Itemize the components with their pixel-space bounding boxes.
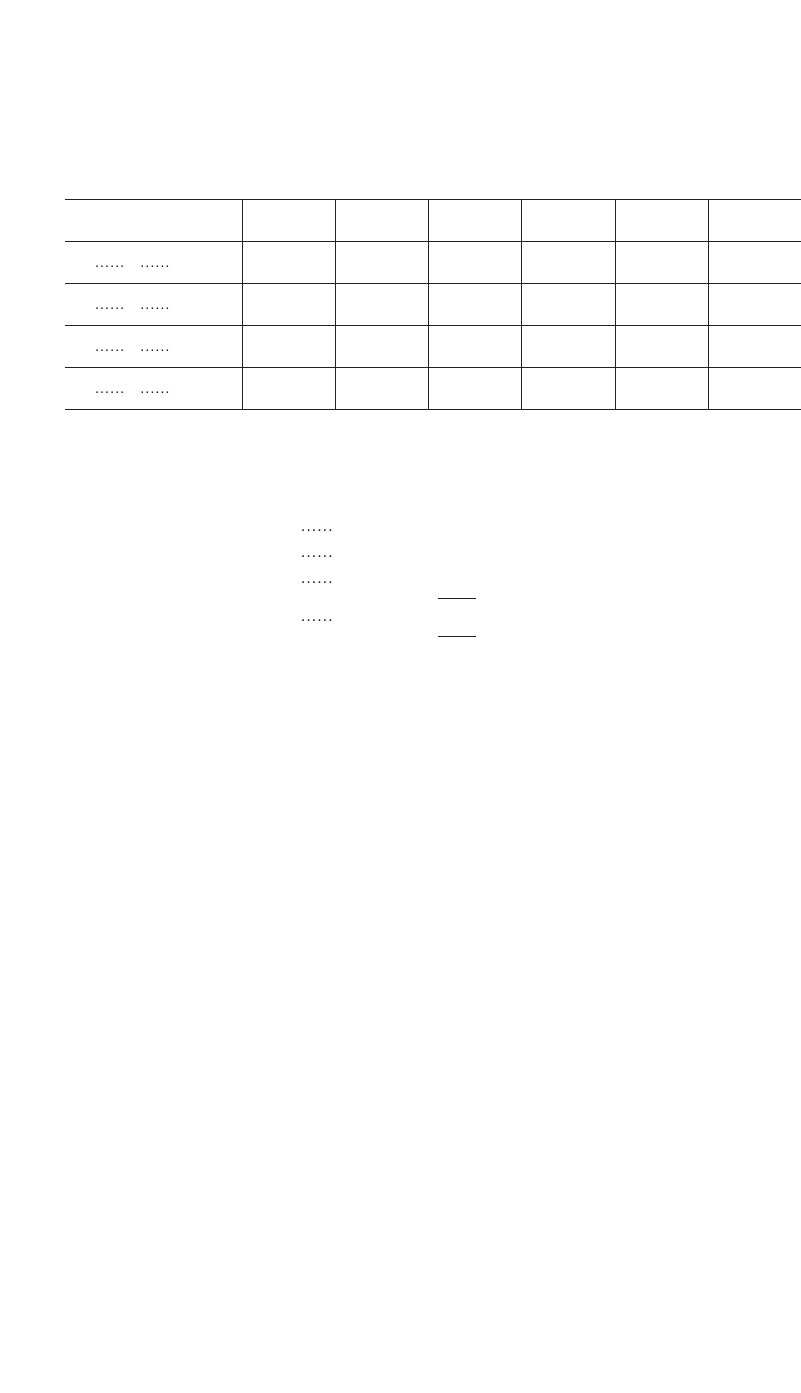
examined-row: ...... — [290, 544, 334, 561]
attendance-table — [65, 199, 801, 410]
year-header — [242, 200, 335, 242]
table-cell — [429, 368, 522, 410]
table-cell — [522, 368, 615, 410]
attendance-header-row — [65, 200, 801, 242]
table-cell — [336, 242, 429, 284]
table-cell — [708, 326, 801, 368]
attendance-row: ...... ...... — [65, 284, 801, 326]
table-cell — [429, 242, 522, 284]
year-header — [429, 200, 522, 242]
table-cell — [708, 284, 801, 326]
year-header — [708, 200, 801, 242]
attendance-row: ...... ...... — [65, 242, 801, 284]
table-cell — [708, 242, 801, 284]
table-cell — [336, 284, 429, 326]
examined-row: ...... — [290, 518, 334, 535]
examined-total-row: ...... — [290, 608, 334, 625]
table-cell — [615, 284, 708, 326]
attendance-row: ...... ...... — [65, 326, 801, 368]
year-header — [615, 200, 708, 242]
attendance-row: ...... ...... — [65, 368, 801, 410]
year-header — [336, 200, 429, 242]
examined-row: ...... — [290, 570, 334, 587]
table-cell — [615, 242, 708, 284]
year-header — [522, 200, 615, 242]
table-cell — [242, 284, 335, 326]
table-cell — [708, 368, 801, 410]
table-cell — [336, 368, 429, 410]
table-cell — [429, 326, 522, 368]
table-cell — [242, 368, 335, 410]
sum-rule — [438, 598, 476, 599]
table-cell — [522, 326, 615, 368]
table-cell — [429, 284, 522, 326]
table-cell — [522, 284, 615, 326]
table-cell — [242, 326, 335, 368]
table-cell — [615, 326, 708, 368]
sum-rule — [438, 636, 476, 637]
table-cell — [615, 368, 708, 410]
table-cell — [242, 242, 335, 284]
table-cell — [336, 326, 429, 368]
table-cell — [522, 242, 615, 284]
